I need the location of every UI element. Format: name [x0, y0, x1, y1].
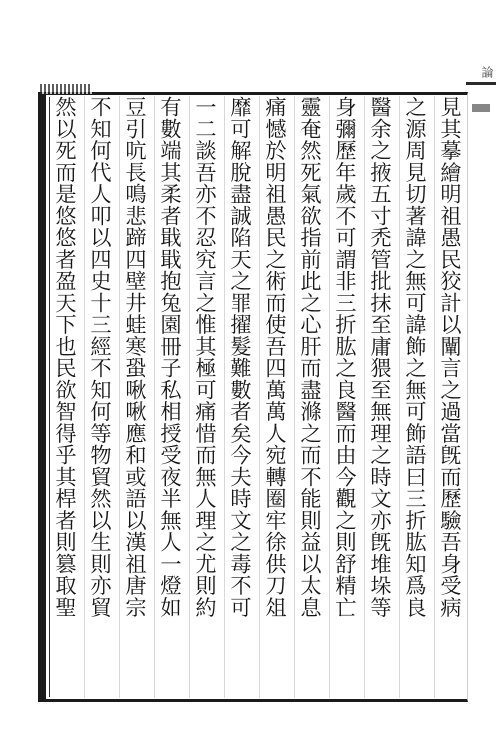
text-column-7: 靡可解脫盡誠陷天之罪擢髮難數者矣今夫時文之毒不可 [224, 96, 255, 698]
text-column-9: 有數端其柔者戢戢抱兔園冊子私相授受夜半無人一燈如 [154, 96, 185, 698]
text-column-10: 豆引吭長鳴悲蹄四壁井蛙寒蛩啾啾應和或語以漢祖唐宗 [119, 96, 150, 698]
text-column-12: 然以死而是悠悠者盈天下也民欲智得乎其桿者則篡取聖 [53, 96, 78, 618]
text-column-11: 不知何代人叩以四史十三經不知何等物貿然以生則亦貿 [84, 96, 115, 698]
column-marker-icon [472, 104, 490, 112]
text-body [50, 96, 465, 698]
text-column-2: 之源周見切著諱之無可諱飾之無可飾語曰三折肱知爲良 [399, 96, 430, 698]
torn-edge-decoration [40, 84, 92, 94]
text-column-6: 痛憾於明祖愚民之術而使吾四萬萬人宛轉圈牢徐供刀俎 [259, 96, 290, 698]
text-column-1: 見其摹繪明祖愚民狡計以闡言之過當旣而歷驗吾身受病 [434, 96, 465, 698]
text-column-4: 身彌歷年歲不可謂非三折肱之良醫而由今觀之則舒精亡 [329, 96, 360, 698]
text-column-5: 靈奄然死氣欲指前此之心肝而盡滌之而不能則益以太息 [294, 96, 325, 698]
running-head: 論 [480, 66, 494, 79]
text-column-8: 一二談吾亦不忍究言之惟其極可痛惜而無人理之尤則約 [189, 96, 220, 698]
text-column-3: 醫余之掖五寸禿管批抹至庸猥至無理之時文亦旣堆垛等 [364, 96, 395, 698]
